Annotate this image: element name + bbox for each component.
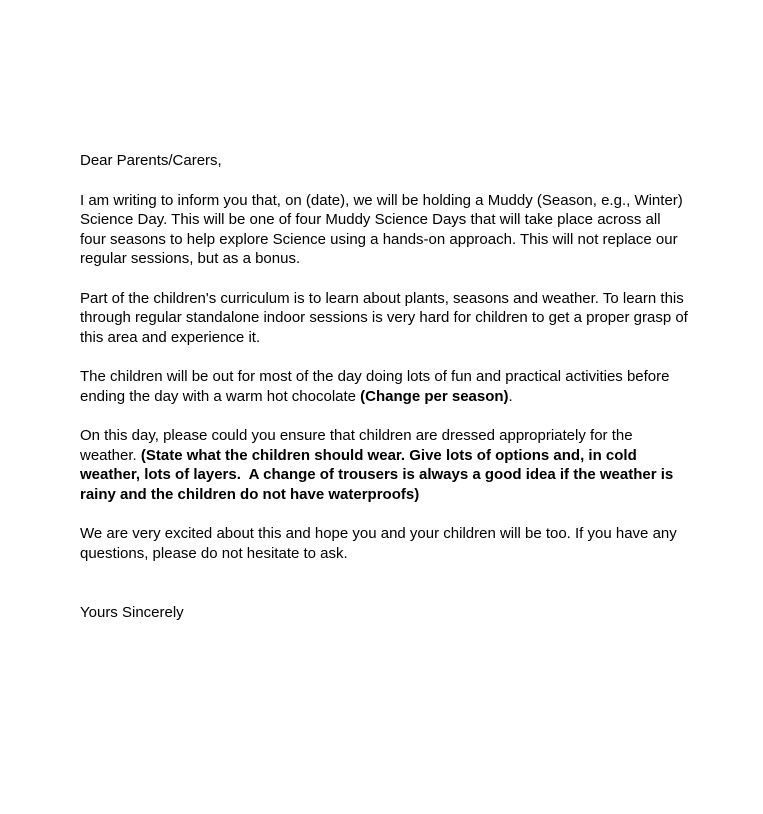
salutation: Dear Parents/Carers, <box>80 152 222 169</box>
closing: Yours Sincerely <box>80 603 184 621</box>
text-segment: Part of the children's curriculum is to learn about plants, seasons and weather. To learn this through regular standalone indoor sessions is very hard for children to get a proper grasp of this area and experience it. <box>80 289 693 346</box>
bold-text-segment: (State what the children should wear. Give lots of options and, in cold weather, lots of layers. A change of trousers is always a good idea if the weather is rainy and the children do not have waterproofs) <box>80 446 678 503</box>
paragraph <box>80 367 688 406</box>
paragraph <box>80 289 693 348</box>
letter-body <box>80 191 693 564</box>
paragraph <box>80 426 688 504</box>
text-segment: . <box>508 387 513 405</box>
paragraph <box>80 191 688 269</box>
bold-text-segment: (Change per season) <box>360 387 509 405</box>
text-segment: We are very excited about this and hope you and your children will be too. If you have any questions, please do not hesitate to ask. <box>80 525 681 562</box>
text-segment: The children will be out for most of the day doing lots of fun and practical activities before ending the day with a warm hot chocolate <box>80 368 674 405</box>
paragraph <box>80 524 688 563</box>
text-segment: I am writing to inform you that, on (date), we will be holding a Muddy (Season, e.g., Winter) Science Day. This will be one of four Muddy Science Days that will take place across all four seasons to help explore Science using a hands-on approach. This will not replace our regular sessions, but as a bonus. <box>80 191 687 267</box>
text-segment: On this day, please could you ensure that children are dressed appropriately for the weather. <box>80 427 637 464</box>
